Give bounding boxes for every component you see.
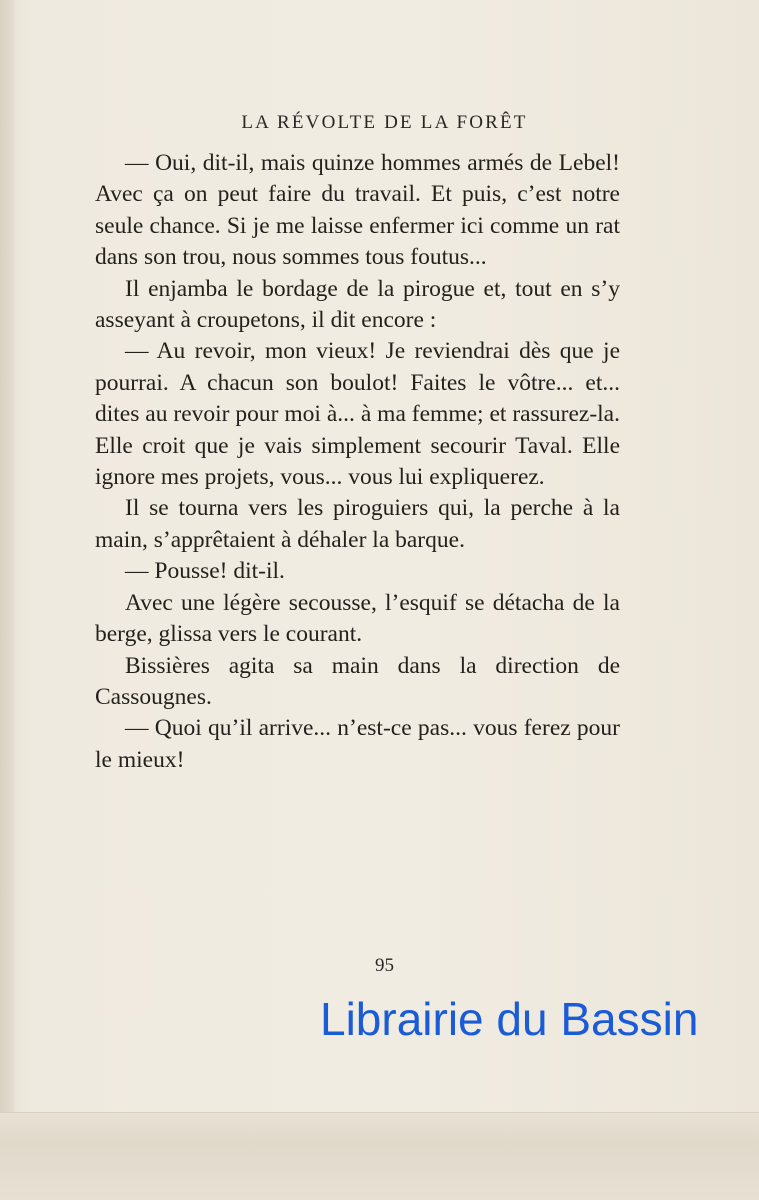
watermark-text: Librairie du Bassin: [320, 993, 699, 1045]
paragraph-5: — Pousse! dit-il.: [125, 558, 285, 585]
page-bottom-edge: [0, 1112, 759, 1200]
page-gutter-edge: [0, 0, 14, 1200]
running-head: LA RÉVOLTE DE LA FORÊT: [241, 112, 528, 133]
paragraph-7: Bissières agita sa main dans la direction de Cassougnes.: [95, 652, 620, 710]
paragraph-8: — Quoi qu’il arrive... n’est-ce pas... vous ferez pour le mieux!: [95, 715, 620, 773]
paragraph-6: Avec une légère secousse, l’esquif se détacha de la berge, glissa vers le courant.: [95, 589, 620, 648]
page-number: 95: [375, 955, 394, 976]
paragraph-1: — Oui, dit-il, mais quinze hommes armés de Lebel! Avec ça on peut faire du travail. Et puis, c’est notre seule chance. Si je me laisse enfermer ici comme un rat dans son trou, nous sommes tous foutus...: [95, 150, 620, 271]
paragraph-2: Il enjamba le bordage de la pirogue et, tout en s’y asseyant à croupetons, il dit encore :: [95, 275, 620, 334]
body-text: [95, 148, 620, 776]
paragraph-4: Il se tourna vers les piroguiers qui, la perche à la main, s’apprêtaient à déhaler la barque.: [95, 495, 620, 553]
paragraph-3: — Au revoir, mon vieux! Je reviendrai dès que je pourrai. A chacun son boulot! Faites le vôtre... et... dites au revoir pour moi à... à ma femme; et rassurez-la. Elle croit que je vais simplement secourir Taval. Elle ignore mes projets, vous... vous lui expliquerez.: [95, 338, 620, 491]
